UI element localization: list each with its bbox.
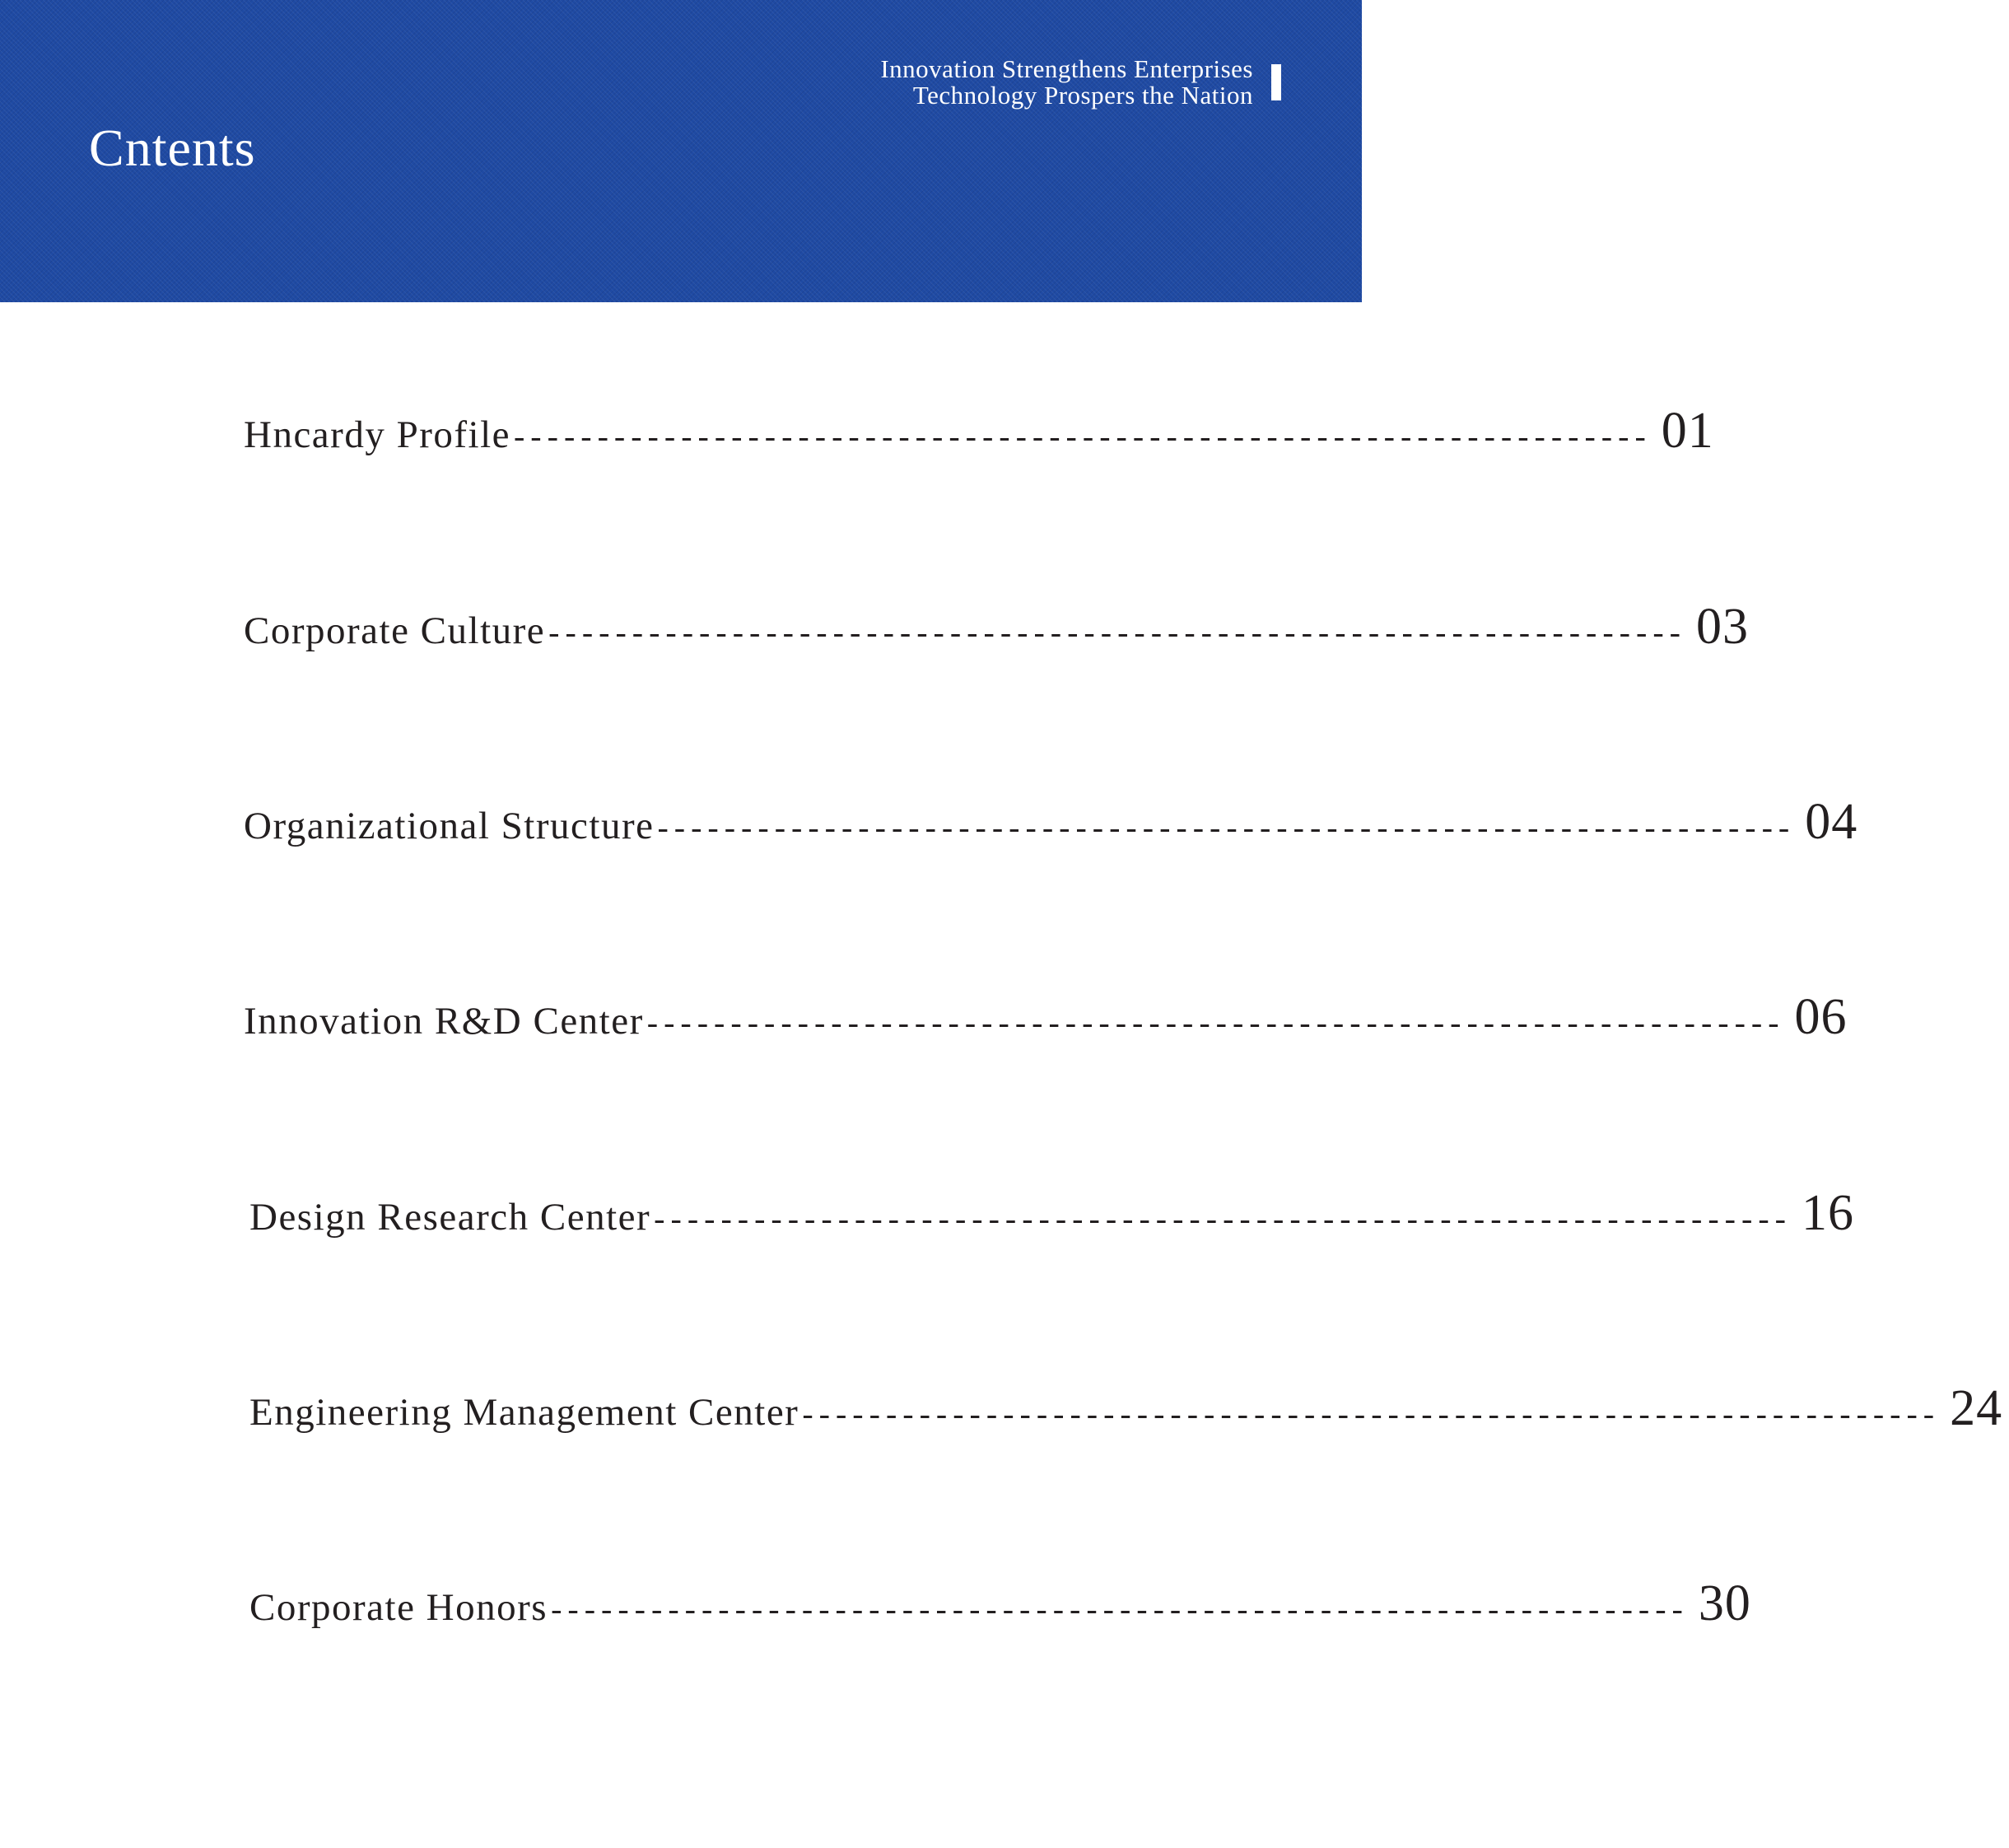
toc-entry-page: 06 [1794, 989, 1848, 1045]
toc-leader: -------------------------------------------------------------------- [802, 1395, 1941, 1432]
toc-entry-culture[interactable] [244, 598, 1749, 656]
slogan-line-2: Technology Prospers the Nation [912, 81, 1253, 110]
toc-entry-label: Design Research Center [249, 1196, 651, 1239]
toc-entry-structure[interactable] [244, 793, 1858, 852]
toc-entry-label: Organizational Structure [244, 805, 655, 847]
toc-leader: -------------------------------------------------------------------- [657, 809, 1796, 846]
toc-entry-page: 03 [1695, 599, 1749, 655]
toc-entry-label: Engineering Management Center [249, 1391, 799, 1434]
toc-entry-label: Corporate Honors [249, 1586, 548, 1629]
toc-entry-page: 30 [1698, 1575, 1751, 1631]
toc-entry-page: 16 [1801, 1185, 1854, 1241]
toc-entry-honors[interactable] [249, 1575, 1751, 1633]
toc-leader: -------------------------------------------------------------------- [513, 418, 1652, 455]
toc-leader: -------------------------------------------------------------------- [646, 1004, 1785, 1041]
page-title: Cntents [89, 119, 256, 177]
toc-entry-page: 01 [1661, 403, 1714, 459]
toc-entry-label: Innovation R&D Center [244, 1000, 644, 1043]
toc-leader: -------------------------------------------------------------------- [654, 1200, 1792, 1237]
toc-entry-label: Hncardy Profile [244, 413, 510, 456]
toc-entry-rnd-center[interactable] [244, 988, 1848, 1047]
toc-entry-page: 24 [1950, 1380, 2003, 1436]
toc-leader: -------------------------------------------------------------------- [551, 1590, 1689, 1627]
toc-entry-page: 04 [1805, 794, 1858, 850]
toc-entry-engineering-center[interactable] [249, 1379, 2003, 1438]
toc-entry-design-center[interactable] [249, 1184, 1854, 1243]
toc-entry-label: Corporate Culture [244, 609, 546, 652]
toc-entry-profile[interactable] [244, 402, 1714, 460]
toc-leader: -------------------------------------------------------------------- [548, 614, 1686, 651]
slogan-line-1: Innovation Strengthens Enterprises [880, 54, 1253, 83]
